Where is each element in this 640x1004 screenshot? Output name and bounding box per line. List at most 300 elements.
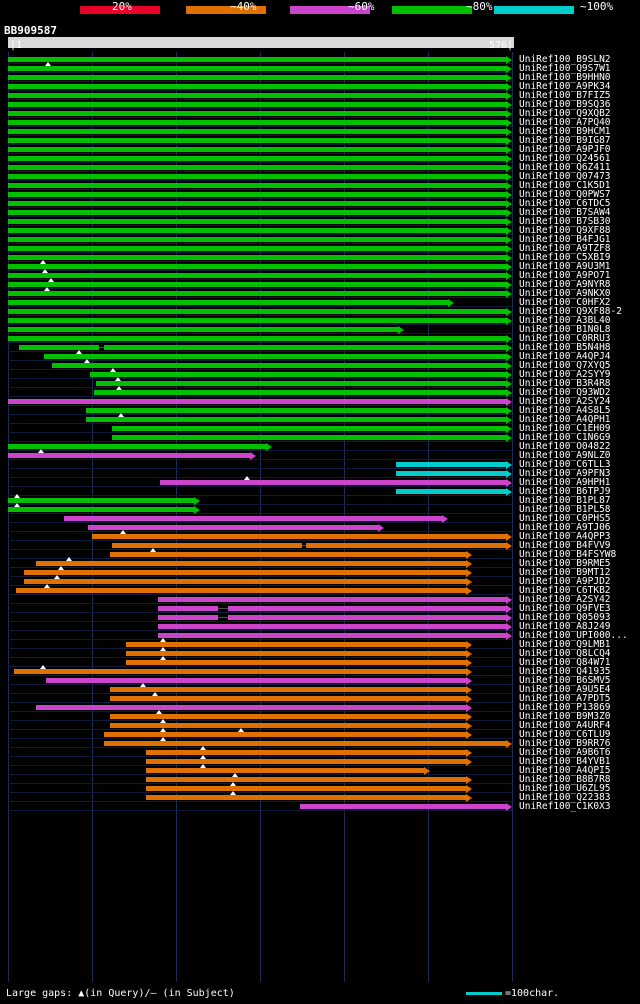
hit-label[interactable]: UniRef100_A4S8L5 [519, 405, 611, 416]
hit-label[interactable]: UniRef100_A9PK34 [519, 81, 611, 92]
strand-arrow-icon [448, 299, 454, 307]
hsp-bar[interactable] [8, 237, 506, 242]
hsp-bar[interactable] [8, 138, 506, 143]
hsp-bar[interactable] [146, 750, 466, 755]
hsp-bar[interactable] [14, 669, 466, 674]
hit-label[interactable]: UniRef100_A4QPP3 [519, 531, 611, 542]
large-gap-marker-icon [160, 719, 166, 723]
hsp-bar[interactable] [158, 624, 506, 629]
strand-arrow-icon [506, 416, 512, 424]
large-gap-marker-icon [42, 269, 48, 273]
hit-label[interactable]: UniRef100_B9HCM1 [519, 126, 611, 137]
hit-label[interactable]: UniRef100_Q9FVE3 [519, 603, 611, 614]
hsp-bar[interactable] [94, 390, 506, 395]
hsp-bar[interactable] [158, 606, 218, 611]
strand-arrow-icon [506, 425, 512, 433]
hsp-bar[interactable] [110, 552, 466, 557]
hsp-bar[interactable] [8, 327, 398, 332]
row-guide [8, 657, 512, 658]
hsp-bar[interactable] [8, 120, 506, 125]
hsp-bar[interactable] [8, 318, 506, 323]
hsp-bar[interactable] [36, 561, 466, 566]
hit-label[interactable]: UniRef100_B9M3Z0 [519, 711, 611, 722]
hit-label[interactable]: UniRef100_Q9LMB1 [519, 639, 611, 650]
hsp-bar[interactable] [104, 741, 506, 746]
large-gap-marker-icon [230, 782, 236, 786]
hit-label[interactable]: UniRef100_A9PJF0 [519, 144, 611, 155]
hsp-bar[interactable] [158, 633, 506, 638]
hsp-bar[interactable] [8, 273, 506, 278]
hsp-bar[interactable] [90, 372, 506, 377]
hsp-bar[interactable] [8, 210, 506, 215]
row-guide [8, 513, 512, 514]
hsp-bar[interactable] [24, 570, 466, 575]
hsp-bar[interactable] [46, 678, 466, 683]
row-guide [8, 648, 512, 649]
strand-arrow-icon [466, 587, 472, 595]
row-guide [8, 522, 512, 523]
hit-label[interactable]: UniRef100_C6TLL3 [519, 459, 611, 470]
strand-arrow-icon [466, 722, 472, 730]
hsp-bar[interactable] [52, 363, 506, 368]
strand-arrow-icon [506, 254, 512, 262]
hsp-bar[interactable] [8, 57, 506, 62]
hsp-bar[interactable] [8, 165, 506, 170]
hsp-bar[interactable] [8, 219, 506, 224]
large-gap-marker-icon [160, 647, 166, 651]
hit-label[interactable]: UniRef100_A2SYY9 [519, 369, 611, 380]
hit-label[interactable]: UniRef100_C0RRU3 [519, 333, 611, 344]
hsp-bar[interactable] [8, 174, 506, 179]
hit-label[interactable]: UniRef100_B7SB30 [519, 216, 611, 227]
large-gap-marker-icon [44, 584, 50, 588]
row-guide [8, 450, 512, 451]
large-gap-marker-icon [200, 764, 206, 768]
hit-label[interactable]: UniRef100_B1PL58 [519, 504, 611, 515]
hit-label[interactable]: UniRef100_B9RME5 [519, 558, 611, 569]
hsp-bar[interactable] [126, 642, 466, 647]
row-guide [8, 783, 512, 784]
row-guide [8, 414, 512, 415]
row-guide [8, 567, 512, 568]
row-guide [8, 342, 512, 343]
strand-arrow-icon [506, 353, 512, 361]
hsp-bar[interactable] [112, 543, 302, 548]
strand-arrow-icon [466, 677, 472, 685]
hsp-bar[interactable] [8, 246, 506, 251]
hsp-bar[interactable] [146, 795, 466, 800]
row-guide [8, 81, 512, 82]
query-start-label: |1 [10, 40, 23, 51]
hit-label[interactable]: UniRef100_C0PHS5 [519, 513, 611, 524]
hsp-bar[interactable] [96, 381, 506, 386]
strand-arrow-icon [466, 686, 472, 694]
hit-label[interactable]: UniRef100_C1K5D1 [519, 180, 611, 191]
hit-label[interactable]: UniRef100_A9U5E4 [519, 684, 611, 695]
large-gap-marker-icon [66, 557, 72, 561]
hit-label[interactable]: UniRef100_B1N0L8 [519, 324, 611, 335]
hsp-bar[interactable] [8, 192, 506, 197]
hsp-bar[interactable] [8, 129, 506, 134]
hsp-bar[interactable] [8, 147, 506, 152]
hsp-bar[interactable] [8, 453, 250, 458]
hit-label[interactable]: UniRef100_B9HHN0 [519, 72, 611, 83]
query-end-label: 576| [489, 40, 514, 51]
hsp-bar[interactable] [146, 786, 466, 791]
row-guide [8, 729, 512, 730]
row-guide [8, 153, 512, 154]
row-guide [8, 738, 512, 739]
row-guide [8, 288, 512, 289]
hit-label[interactable]: UniRef100_A9TZF8 [519, 243, 611, 254]
hit-label[interactable]: UniRef100_Q24561 [519, 153, 611, 164]
hsp-bar[interactable] [86, 408, 506, 413]
row-guide [8, 720, 512, 721]
hit-label[interactable]: UniRef100_Q9XF88 [519, 225, 611, 236]
row-guide [8, 531, 512, 532]
row-guide [8, 684, 512, 685]
hit-label[interactable]: UniRef100_C5XBI9 [519, 252, 611, 263]
strand-arrow-icon [466, 641, 472, 649]
hsp-bar[interactable] [396, 489, 506, 494]
large-gap-marker-icon [38, 449, 44, 453]
hit-label[interactable]: UniRef100_A9NLZ0 [519, 450, 611, 461]
hit-label[interactable]: UniRef100_C1N6G9 [519, 432, 611, 443]
hsp-bar[interactable] [126, 660, 466, 665]
gap-connector [218, 608, 228, 609]
hsp-bar[interactable] [24, 579, 466, 584]
large-gap-marker-icon [200, 746, 206, 750]
strand-arrow-icon [506, 335, 512, 343]
hit-label[interactable]: UniRef100_Q84W71 [519, 657, 611, 668]
hit-label[interactable]: UniRef100_B1PL87 [519, 495, 611, 506]
hsp-bar[interactable] [8, 444, 266, 449]
hit-label[interactable]: UniRef100_B9SQ36 [519, 99, 611, 110]
hit-label[interactable]: UniRef100_A7PDT5 [519, 693, 611, 704]
strand-arrow-icon [506, 128, 512, 136]
hsp-bar[interactable] [86, 417, 506, 422]
hit-label[interactable]: UniRef100_C1K0X3 [519, 801, 611, 812]
strand-arrow-icon [466, 776, 472, 784]
large-gaps-note: Large gaps: ▲(in Query)/– (in Subject) [6, 988, 235, 999]
hsp-bar[interactable] [44, 354, 506, 359]
hsp-bar[interactable] [104, 345, 506, 350]
hit-label[interactable]: UniRef100_Q93WD2 [519, 387, 611, 398]
hit-label[interactable]: UniRef100_B7FIZ5 [519, 90, 611, 101]
row-guide [8, 576, 512, 577]
hit-label[interactable]: UniRef100_A4QPI5 [519, 765, 611, 776]
hit-label[interactable]: UniRef100_B8B7R8 [519, 774, 611, 785]
hit-label[interactable]: UniRef100_B6TPJ9 [519, 486, 611, 497]
row-guide [8, 72, 512, 73]
large-gap-marker-icon [40, 260, 46, 264]
hsp-bar[interactable] [300, 804, 506, 809]
large-gap-marker-icon [238, 728, 244, 732]
row-guide [8, 144, 512, 145]
large-gap-marker-icon [160, 728, 166, 732]
hit-label[interactable]: UniRef100_A2SY24 [519, 396, 611, 407]
hsp-bar[interactable] [8, 498, 194, 503]
row-guide [8, 387, 512, 388]
hit-label-column [519, 52, 640, 982]
strand-arrow-icon [466, 695, 472, 703]
row-guide [8, 279, 512, 280]
strand-arrow-icon [506, 227, 512, 235]
hsp-bar[interactable] [396, 462, 506, 467]
strand-arrow-icon [506, 83, 512, 91]
hsp-bar[interactable] [8, 255, 506, 260]
hit-label[interactable]: UniRef100_P13869 [519, 702, 611, 713]
hsp-bar[interactable] [158, 615, 218, 620]
row-guide [8, 540, 512, 541]
hsp-bar[interactable] [8, 66, 506, 71]
hit-label[interactable]: UniRef100_Q9S7W1 [519, 63, 611, 74]
row-guide [8, 243, 512, 244]
hsp-bar[interactable] [8, 309, 506, 314]
strand-arrow-icon [506, 605, 512, 613]
row-guide [8, 594, 512, 595]
hit-label[interactable]: UniRef100_B9RR76 [519, 738, 611, 749]
row-guide [8, 180, 512, 181]
hit-label[interactable]: UniRef100_Q9XF88-2 [519, 306, 622, 317]
scale-bar [466, 992, 502, 995]
hit-label[interactable]: UniRef100_C1EH09 [519, 423, 611, 434]
hit-label[interactable]: UniRef100_B4YVB1 [519, 756, 611, 767]
large-gap-marker-icon [118, 413, 124, 417]
row-guide [8, 612, 512, 613]
hit-label[interactable]: UniRef100_A9NKX0 [519, 288, 611, 299]
hit-label[interactable]: UniRef100_A8J249 [519, 621, 611, 632]
hsp-bar[interactable] [8, 156, 506, 161]
large-gap-marker-icon [152, 692, 158, 696]
hsp-bar[interactable] [8, 282, 506, 287]
strand-arrow-icon [506, 146, 512, 154]
strand-arrow-icon [466, 785, 472, 793]
hsp-bar[interactable] [158, 597, 506, 602]
row-guide [8, 765, 512, 766]
row-guide [8, 162, 512, 163]
row-guide [8, 693, 512, 694]
strand-arrow-icon [194, 506, 200, 514]
hit-label[interactable]: UniRef100_C0HFX2 [519, 297, 611, 308]
hsp-bar[interactable] [8, 183, 506, 188]
row-guide [8, 441, 512, 442]
hit-label[interactable]: UniRef100_A9PO71 [519, 270, 611, 281]
hsp-bar[interactable] [8, 84, 506, 89]
large-gap-marker-icon [14, 494, 20, 498]
hit-label[interactable]: UniRef100_B3R4R8 [519, 378, 611, 389]
hit-label[interactable]: UniRef100_A4URF4 [519, 720, 611, 731]
strand-arrow-icon [506, 65, 512, 73]
hsp-bar[interactable] [8, 336, 506, 341]
hit-label[interactable]: UniRef100_A9NYR8 [519, 279, 611, 290]
row-guide [8, 756, 512, 757]
strand-arrow-icon [506, 110, 512, 118]
hit-label[interactable]: UniRef100_A4QPH1 [519, 414, 611, 425]
hsp-bar[interactable] [8, 102, 506, 107]
grid-line-6 [512, 52, 513, 982]
row-guide [8, 459, 512, 460]
hit-label[interactable]: UniRef100_B4FSYW8 [519, 549, 617, 560]
hit-label[interactable]: UniRef100_A9U3M1 [519, 261, 611, 272]
large-gap-marker-icon [200, 755, 206, 759]
row-guide [8, 324, 512, 325]
hsp-bar[interactable] [110, 687, 466, 692]
strand-arrow-icon [506, 461, 512, 469]
hit-label[interactable]: UniRef100_Q6Z411 [519, 162, 611, 173]
hsp-bar[interactable] [126, 651, 466, 656]
hsp-bar[interactable] [16, 588, 466, 593]
strand-arrow-icon [506, 434, 512, 442]
hit-label[interactable]: UniRef100_A9HPH1 [519, 477, 611, 488]
strand-arrow-icon [506, 263, 512, 271]
query-name: BB909587 [4, 24, 57, 37]
hit-label[interactable]: UniRef100_C6TDC5 [519, 198, 611, 209]
row-guide [8, 792, 512, 793]
large-gap-marker-icon [160, 638, 166, 642]
hit-label[interactable]: UniRef100_O04822 [519, 441, 611, 452]
hit-label[interactable]: UniRef100_UPI000... [519, 630, 628, 641]
strand-arrow-icon [506, 236, 512, 244]
strand-arrow-icon [506, 182, 512, 190]
row-guide [8, 198, 512, 199]
hit-label[interactable]: UniRef100_C6TKB2 [519, 585, 611, 596]
strand-arrow-icon [506, 272, 512, 280]
row-guide [8, 630, 512, 631]
hit-label[interactable]: UniRef100_Q9XQB2 [519, 108, 611, 119]
hsp-bar[interactable] [36, 705, 466, 710]
hit-label[interactable]: UniRef100_A9B6T6 [519, 747, 611, 758]
hsp-bar[interactable] [8, 291, 506, 296]
hit-label[interactable]: UniRef100_A3BL40 [519, 315, 611, 326]
hit-label[interactable]: UniRef100_Q41935 [519, 666, 611, 677]
hit-label[interactable]: UniRef100_Q07473 [519, 171, 611, 182]
strand-arrow-icon [466, 731, 472, 739]
hit-label[interactable]: UniRef100_C6TLU9 [519, 729, 611, 740]
strand-arrow-icon [506, 164, 512, 172]
hsp-bar[interactable] [146, 768, 424, 773]
strand-arrow-icon [466, 668, 472, 676]
hit-label[interactable]: UniRef100_Q7XYQ5 [519, 360, 611, 371]
row-guide [8, 108, 512, 109]
hsp-bar[interactable] [396, 471, 506, 476]
row-guide [8, 135, 512, 136]
strand-arrow-icon [506, 362, 512, 370]
row-guide [8, 297, 512, 298]
legend-label-1: ~40% [230, 0, 257, 13]
strand-arrow-icon [506, 173, 512, 181]
hsp-bar[interactable] [146, 759, 466, 764]
strand-arrow-icon [506, 317, 512, 325]
hit-label[interactable]: UniRef100_B9MT12 [519, 567, 611, 578]
hsp-bar[interactable] [160, 480, 506, 485]
hsp-bar[interactable] [146, 777, 466, 782]
hit-label[interactable]: UniRef100_Q0PWS7 [519, 189, 611, 200]
hsp-bar[interactable] [8, 93, 506, 98]
hsp-bar[interactable] [110, 696, 466, 701]
row-guide [8, 558, 512, 559]
large-gap-marker-icon [120, 530, 126, 534]
large-gap-marker-icon [110, 368, 116, 372]
hsp-bar[interactable] [88, 525, 378, 530]
hit-label[interactable]: UniRef100_A9TJ06 [519, 522, 611, 533]
hsp-bar[interactable] [8, 111, 506, 116]
strand-arrow-icon [466, 560, 472, 568]
strand-arrow-icon [506, 398, 512, 406]
row-guide [8, 90, 512, 91]
large-gap-marker-icon [232, 773, 238, 777]
query-ruler-bar [8, 37, 514, 48]
strand-arrow-icon [466, 758, 472, 766]
hit-label[interactable]: UniRef100_Q05093 [519, 612, 611, 623]
hit-label[interactable]: UniRef100_A2SY42 [519, 594, 611, 605]
hsp-bar[interactable] [19, 345, 99, 350]
hsp-bar[interactable] [104, 732, 466, 737]
hsp-bar[interactable] [8, 228, 506, 233]
hsp-bar[interactable] [8, 75, 506, 80]
strand-arrow-icon [506, 389, 512, 397]
hit-label[interactable]: UniRef100_B4FJG1 [519, 234, 611, 245]
hsp-bar[interactable] [112, 426, 506, 431]
hit-label[interactable]: UniRef100_U6ZL95 [519, 783, 611, 794]
hsp-bar[interactable] [92, 534, 506, 539]
strand-arrow-icon [506, 479, 512, 487]
hit-label[interactable]: UniRef100_B7SAW4 [519, 207, 611, 218]
hsp-bar[interactable] [228, 606, 506, 611]
strand-arrow-icon [466, 650, 472, 658]
hit-label[interactable]: UniRef100_B9IG87 [519, 135, 611, 146]
hsp-bar[interactable] [8, 300, 448, 305]
row-guide [8, 117, 512, 118]
hit-label[interactable]: UniRef100_A4QPJ4 [519, 351, 611, 362]
hsp-bar[interactable] [306, 543, 506, 548]
hsp-bar[interactable] [8, 264, 506, 269]
large-gap-marker-icon [156, 710, 162, 714]
row-guide [8, 351, 512, 352]
hit-label[interactable]: UniRef100_A9PJD2 [519, 576, 611, 587]
large-gap-marker-icon [160, 737, 166, 741]
hit-label[interactable]: UniRef100_A9PFN3 [519, 468, 611, 479]
hit-label[interactable]: UniRef100_B4FVV9 [519, 540, 611, 551]
legend-segment-3 [392, 6, 472, 14]
hit-label[interactable]: UniRef100_Q8LCQ4 [519, 648, 611, 659]
hit-label[interactable]: UniRef100_B6SMV5 [519, 675, 611, 686]
row-guide [8, 315, 512, 316]
row-guide [8, 369, 512, 370]
hit-label[interactable]: UniRef100_B9SLN2 [519, 54, 611, 65]
hsp-bar[interactable] [8, 201, 506, 206]
strand-arrow-icon [506, 380, 512, 388]
legend-segment-4 [494, 6, 574, 14]
large-gap-marker-icon [76, 350, 82, 354]
row-guide [8, 405, 512, 406]
hsp-bar[interactable] [8, 399, 506, 404]
hit-label[interactable]: UniRef100_Q22383 [519, 792, 611, 803]
row-guide [8, 504, 512, 505]
row-guide [8, 603, 512, 604]
hsp-bar[interactable] [112, 435, 506, 440]
strand-arrow-icon [506, 92, 512, 100]
hsp-bar[interactable] [64, 516, 442, 521]
strand-arrow-icon [506, 191, 512, 199]
hit-label[interactable]: UniRef100_B5N4H8 [519, 342, 611, 353]
strand-arrow-icon [506, 470, 512, 478]
hsp-bar[interactable] [228, 615, 506, 620]
strand-arrow-icon [466, 659, 472, 667]
hsp-bar[interactable] [8, 507, 194, 512]
hit-label[interactable]: UniRef100_A7PQ40 [519, 117, 611, 128]
large-gap-marker-icon [244, 476, 250, 480]
